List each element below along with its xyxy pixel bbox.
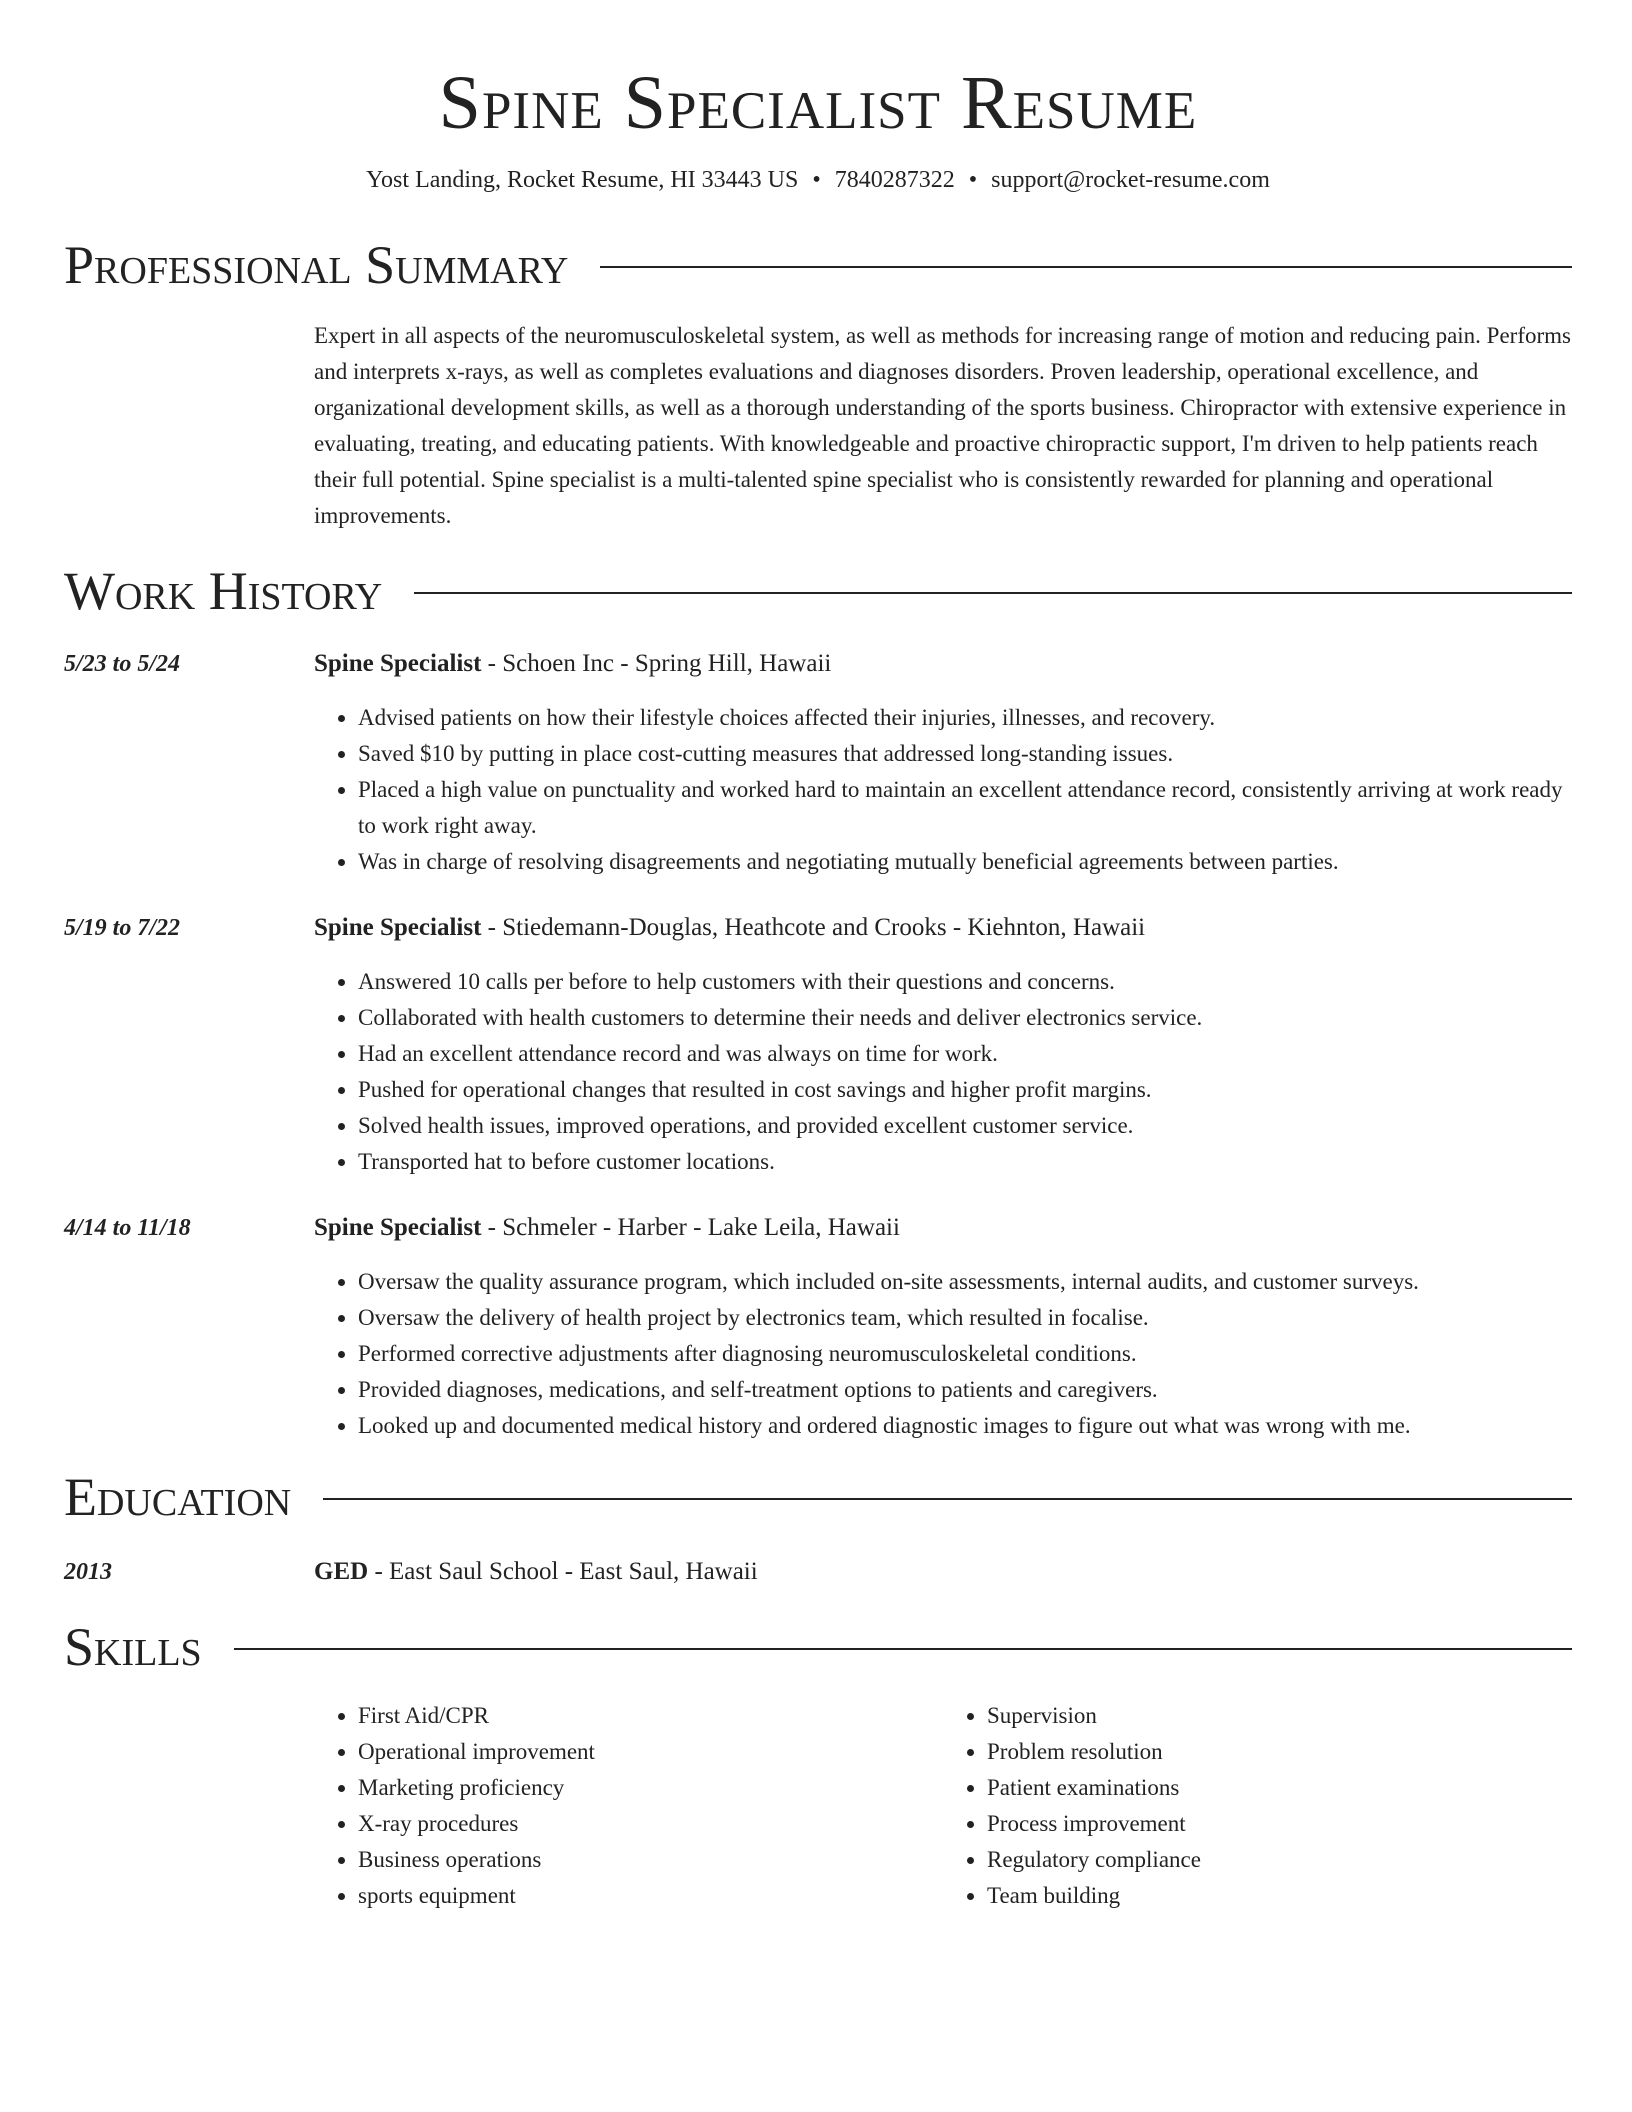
education-entry — [64, 1554, 1572, 1590]
email: support@rocket-resume.com — [991, 167, 1270, 193]
list-item: • First Aid/CPR — [358, 1698, 943, 1734]
list-item: • Marketing proficiency — [358, 1770, 943, 1806]
section-header-summary — [64, 230, 1572, 300]
job-bullets — [314, 1264, 1572, 1444]
list-item: • Problem resolution — [987, 1734, 1572, 1770]
job-entry — [64, 1210, 1572, 1444]
education-degree: GED — [314, 1558, 369, 1585]
job-title: Spine Specialist — [314, 1214, 482, 1241]
job-bullets — [314, 964, 1572, 1180]
skills-list-right — [943, 1698, 1572, 1914]
list-item: • Regulatory compliance — [987, 1842, 1572, 1878]
job-title: Spine Specialist — [314, 650, 482, 677]
list-item: • Had an excellent attendance record and was always on time for work. — [358, 1036, 1572, 1072]
separator: • — [812, 167, 821, 193]
job-bullets — [314, 700, 1572, 880]
job-details: - Schoen Inc - Spring Hill, Hawaii — [481, 650, 832, 677]
list-item: • Supervision — [987, 1698, 1572, 1734]
resume-title: Spine Specialist Resume — [438, 61, 1198, 145]
list-item: • Advised patients on how their lifestyle choices affected their injuries, illnesses, and recovery. — [358, 700, 1572, 736]
address: Yost Landing, Rocket Resume, HI 33443 US — [366, 167, 799, 193]
section-title: Skills — [64, 1617, 202, 1677]
education-year: 2013 — [64, 1559, 112, 1585]
separator: • — [968, 167, 978, 193]
list-item: • sports equipment — [358, 1878, 943, 1914]
list-item: • X-ray procedures — [358, 1806, 943, 1842]
job-details: - Schmeler - Harber - Lake Leila, Hawaii — [481, 1214, 900, 1241]
section-header-work — [64, 556, 1572, 626]
list-item: • Was in charge of resolving disagreements and negotiating mutually beneficial agreements between parties. — [358, 844, 1572, 880]
section-rule — [323, 1498, 1572, 1500]
education-body — [314, 1554, 1572, 1590]
section-rule — [600, 266, 1572, 268]
phone: 7840287322 — [834, 167, 955, 193]
list-item: • Performed corrective adjustments after diagnosing neuromusculoskeletal conditions. — [358, 1336, 1572, 1372]
list-item: • Oversaw the quality assurance program, which included on-site assessments, internal audits, and customer surveys. — [358, 1264, 1572, 1300]
job-heading — [314, 646, 1572, 682]
job-heading — [314, 1210, 1572, 1246]
list-item: • Solved health issues, improved operations, and provided excellent customer service. — [358, 1108, 1572, 1144]
section-rule — [234, 1648, 1572, 1650]
job-entry — [64, 910, 1572, 1180]
section-header-skills — [64, 1612, 1572, 1682]
list-item: • Business operations — [358, 1842, 943, 1878]
job-entry — [64, 646, 1572, 880]
list-item: • Answered 10 calls per before to help customers with their questions and concerns. — [358, 964, 1572, 1000]
job-dates: 5/23 to 5/24 — [64, 651, 181, 677]
skills-list-left — [314, 1698, 943, 1914]
section-header-education — [64, 1462, 1572, 1532]
job-heading — [314, 910, 1572, 946]
job-details: - Stiedemann-Douglas, Heathcote and Crooks - Kiehnton, Hawaii — [481, 914, 1146, 941]
section-title: Work History — [64, 561, 383, 621]
list-item: • Collaborated with health customers to determine their needs and deliver electronics service. — [358, 1000, 1572, 1036]
list-item: • Operational improvement — [358, 1734, 943, 1770]
list-item: • Looked up and documented medical history and ordered diagnostic images to figure out what was wrong with me. — [358, 1408, 1572, 1444]
list-item: • Process improvement — [987, 1806, 1572, 1842]
job-body — [314, 910, 1572, 1180]
list-item: • Team building — [987, 1878, 1572, 1914]
list-item: • Provided diagnoses, medications, and self-treatment options to patients and caregivers. — [358, 1372, 1572, 1408]
job-dates: 4/14 to 11/18 — [64, 1215, 191, 1241]
section-title: Education — [64, 1467, 292, 1527]
list-item: • Oversaw the delivery of health project by electronics team, which resulted in focalise. — [358, 1300, 1572, 1336]
job-body — [314, 1210, 1572, 1444]
job-title: Spine Specialist — [314, 914, 482, 941]
section-rule — [414, 592, 1572, 594]
list-item: • Patient examinations — [987, 1770, 1572, 1806]
education-heading — [314, 1554, 1572, 1590]
list-item: • Transported hat to before customer locations. — [358, 1144, 1572, 1180]
job-body — [314, 646, 1572, 880]
education-details: - East Saul School - East Saul, Hawaii — [368, 1558, 758, 1585]
list-item: • Pushed for operational changes that resulted in cost savings and higher profit margins. — [358, 1072, 1572, 1108]
summary-text: Expert in all aspects of the neuromusculoskeletal system, as well as methods for increasing range of motion and reducing pain. Performs and interprets x-rays, as well as completes evaluations and diagnoses disorders. Proven leadership, operational excellence, and organizational development skills, as well as a thorough understanding of the sports business. Chiropractor with extensive experience in evaluating, treating, and educating patients. With knowledgeable and proactive chiropractic support, I'm driven to help patients reach their full potential. Spine specialist is a multi-talented spine specialist who is consistently rewarded for planning and operational improvements. — [314, 323, 1571, 528]
list-item: • Placed a high value on punctuality and worked hard to maintain an excellent attendance record, consistently arriving at work ready to work right away. — [358, 772, 1572, 844]
skills-columns — [314, 1698, 1572, 1914]
job-dates: 5/19 to 7/22 — [64, 915, 181, 941]
contact-line — [64, 164, 1572, 196]
list-item: • Saved $10 by putting in place cost-cutting measures that addressed long-standing issues. — [358, 736, 1572, 772]
section-title: Professional Summary — [64, 235, 569, 295]
